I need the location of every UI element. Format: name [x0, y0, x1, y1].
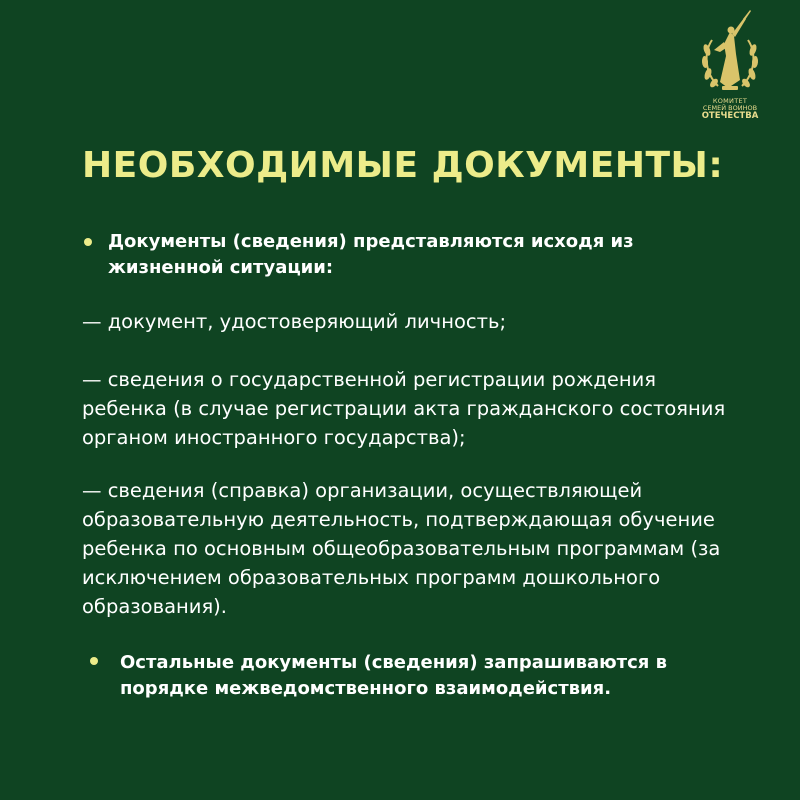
final-bullet-text: Остальные документы (сведения) запрашиваются в порядке межведомственного взаимодействия.: [120, 652, 667, 699]
page-title: НЕОБХОДИМЫЕ ДОКУМЕНТЫ:: [82, 145, 724, 186]
logo-line-1: КОМИТЕТ: [712, 97, 748, 105]
logo-caption: [690, 98, 770, 121]
intro-bullet-text: Документы (сведения) представляются исходя из жизненной ситуации:: [108, 231, 634, 278]
committee-logo: [690, 10, 770, 128]
document-item: — сведения о государственной регистрации рождения ребенка (в случае регистрации акта гражданского состояния органом иностранного государства);: [82, 368, 726, 449]
logo-line-3: ОТЕЧЕСТВА: [701, 110, 759, 121]
document-item: — сведения (справка) организации, осуществляющей образовательную деятельность, подтверждающая обучение ребенка по основным общеобразовательным программам (за исключением образовательных программ дошкольного образования).: [82, 479, 721, 618]
motherland-statue-laurel-icon: [698, 10, 762, 98]
logo-line-2: СЕМЕЙ ВОИНОВ: [702, 103, 758, 112]
bullet-dot: [90, 657, 98, 665]
document-item: — документ, удостоверяющий личность;: [82, 310, 507, 333]
bullet-dot: [84, 238, 92, 246]
